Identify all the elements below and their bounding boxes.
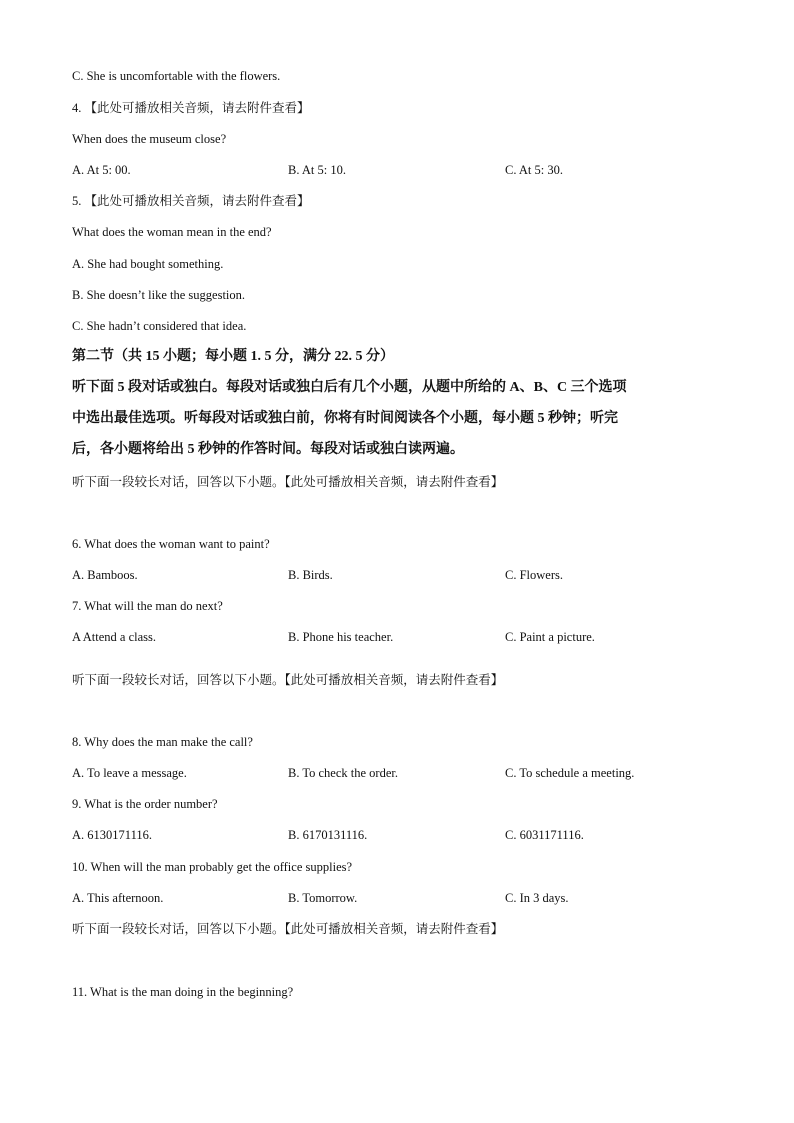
q5-option-b: B. She doesn’t like the suggestion. <box>72 288 246 302</box>
q5-option-a: A. She had bought something. <box>72 257 224 271</box>
section2-instruction-1: 听下面 5 段对话或独白。每段对话或独白后有几个小题，从题中所给的 A、B、C 三个选项 <box>72 380 627 395</box>
dialog-intro-2: 听下面一段较长对话，回答以下小题。【此处可播放相关音频，请去附件查看】 <box>72 673 504 687</box>
dialog-intro-3: 听下面一段较长对话，回答以下小题。【此处可播放相关音频，请去附件查看】 <box>72 922 504 936</box>
q9-option-b: B. 6170131116. <box>288 828 368 842</box>
q10-option-a: A. This afternoon. <box>72 891 164 905</box>
q6-option-c: C. Flowers. <box>505 568 563 582</box>
q9-option-c: C. 6031171116. <box>505 828 584 842</box>
q7-question: 7. What will the man do next? <box>72 599 223 613</box>
q7-option-a: A Attend a class. <box>72 630 157 644</box>
q9-question: 9. What is the order number? <box>72 797 218 811</box>
q8-question: 8. Why does the man make the call? <box>72 735 253 749</box>
q10-option-c: C. In 3 days. <box>505 891 569 905</box>
q8-option-a: A. To leave a message. <box>72 766 187 780</box>
q8-option-c: C. To schedule a meeting. <box>505 766 635 780</box>
q4-option-b: B. At 5: 10. <box>288 163 346 177</box>
q6-question: 6. What does the woman want to paint? <box>72 537 270 551</box>
q10-question: 10. When will the man probably get the office supplies? <box>72 860 353 874</box>
dialog-intro-1: 听下面一段较长对话，回答以下小题。【此处可播放相关音频，请去附件查看】 <box>72 475 504 489</box>
q6-option-a: A. Bamboos. <box>72 568 138 582</box>
q5-header: 5. 【此处可播放相关音频，请去附件查看】 <box>72 194 310 208</box>
section2-instruction-3: 后，各小题将给出 5 秒钟的作答时间。每段对话或独白读两遍。 <box>72 442 464 457</box>
q7-option-c: C. Paint a picture. <box>505 630 595 644</box>
q8-option-b: B. To check the order. <box>288 766 398 780</box>
q4-header: 4. 【此处可播放相关音频，请去附件查看】 <box>72 101 310 115</box>
q4-option-a: A. At 5: 00. <box>72 163 131 177</box>
q7-option-b: B. Phone his teacher. <box>288 630 394 644</box>
q9-option-a: A. 6130171116. <box>72 828 152 842</box>
q5-question: What does the woman mean in the end? <box>72 225 272 239</box>
section2-title: 第二节（共 15 小题；每小题 1. 5 分，满分 22. 5 分） <box>72 349 394 364</box>
q4-question: When does the museum close? <box>72 132 227 146</box>
q3-option-c: C. She is uncomfortable with the flowers. <box>72 69 281 83</box>
section2-instruction-2: 中选出最佳选项。听每段对话或独白前，你将有时间阅读各个小题，每小题 5 秒钟；听完 <box>72 411 618 426</box>
q5-option-c: C. She hadn’t considered that idea. <box>72 319 247 333</box>
q10-option-b: B. Tomorrow. <box>288 891 358 905</box>
q11-question: 11. What is the man doing in the beginning? <box>72 985 294 999</box>
q4-option-c: C. At 5: 30. <box>505 163 563 177</box>
q6-option-b: B. Birds. <box>288 568 333 582</box>
